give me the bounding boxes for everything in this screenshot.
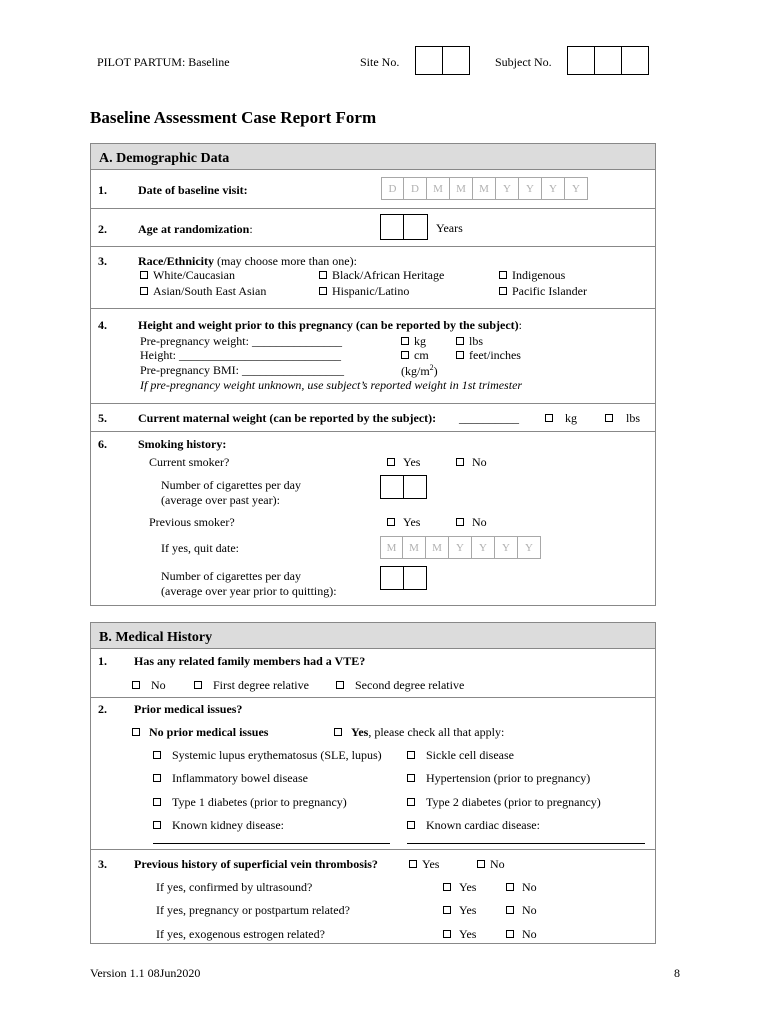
date-box[interactable]: M [380, 536, 403, 559]
checkbox[interactable] [545, 414, 553, 422]
cigarettes-prior-boxes[interactable] [380, 566, 427, 590]
checkbox[interactable] [506, 930, 514, 938]
race-option-label: Pacific Islander [512, 284, 587, 298]
checkbox[interactable] [407, 751, 415, 759]
current-weight-label: Current maternal weight (can be reported by the subject): [138, 411, 437, 425]
checkbox[interactable] [605, 414, 613, 422]
checkbox[interactable] [407, 798, 415, 806]
previous-smoker-no[interactable] [456, 515, 487, 530]
bmi-field[interactable]: Pre-pregnancy BMI: _________________ [140, 363, 344, 377]
date-box[interactable]: Y [518, 536, 541, 559]
estrogen-related-yes[interactable] [443, 927, 476, 942]
kg-label: kg [414, 334, 426, 348]
checkbox[interactable] [132, 681, 140, 689]
checkbox[interactable] [387, 458, 395, 466]
checkbox[interactable] [140, 271, 148, 279]
pregnancy-related-no[interactable] [506, 903, 537, 918]
family-vte-no[interactable] [132, 678, 166, 693]
previous-smoker-yes[interactable] [387, 515, 420, 530]
q6-number: 6. [98, 437, 107, 451]
cigarettes-label-1: Number of cigarettes per day [161, 478, 301, 492]
option-label: First degree relative [213, 678, 309, 692]
checkbox[interactable] [401, 337, 409, 345]
checkbox[interactable] [477, 860, 485, 868]
no-label: No [522, 880, 537, 894]
yes-label: Yes [459, 903, 477, 917]
checkbox[interactable] [153, 798, 161, 806]
lbs-label: lbs [626, 411, 641, 425]
condition-label: Systemic lupus erythematosus (SLE, lupus) [172, 748, 382, 762]
weight-note: If pre-pregnancy weight unknown, use subject’s reported weight in 1st trimester [140, 378, 523, 392]
family-vte-label: Has any related family members had a VTE? [134, 654, 366, 668]
bmi-unit [401, 363, 438, 379]
condition-label: Inflammatory bowel disease [172, 771, 308, 785]
smoking-label: Smoking history: [138, 437, 227, 451]
age-box[interactable] [404, 214, 428, 240]
condition-label: Known kidney disease: [172, 818, 284, 832]
estrogen-related-label: If yes, exogenous estrogen related? [156, 927, 325, 941]
weight-lbs-option[interactable] [456, 334, 483, 349]
no-label: No [522, 903, 537, 917]
date-box[interactable]: M [450, 177, 473, 200]
checkbox[interactable] [443, 883, 451, 891]
ultrasound-no[interactable] [506, 880, 537, 895]
race-option-pacific[interactable] [499, 284, 587, 299]
age-label-colon: : [249, 222, 253, 236]
divider [90, 697, 656, 698]
quit-date-boxes[interactable] [380, 536, 541, 559]
feet-label: feet/inches [469, 348, 521, 362]
option-label: No [151, 678, 166, 692]
subject-no-boxes[interactable] [567, 46, 649, 75]
checkbox[interactable] [334, 728, 342, 736]
checkbox[interactable] [456, 458, 464, 466]
svt-label: Previous history of superficial vein thrombosis? [134, 857, 378, 871]
race-option-label: Hispanic/Latino [332, 284, 410, 298]
age-label [138, 222, 253, 237]
b3-number: 3. [98, 857, 107, 871]
race-option-white[interactable] [140, 268, 235, 283]
checkbox[interactable] [456, 337, 464, 345]
option-label: No prior medical issues [149, 725, 269, 739]
date-box[interactable]: M [427, 177, 450, 200]
no-label: No [522, 927, 537, 941]
cigarettes-prior-label-1: Number of cigarettes per day [161, 569, 301, 583]
no-label: No [472, 455, 487, 469]
option-label-rest: , please check all that apply: [368, 725, 505, 739]
svt-yes[interactable] [409, 857, 439, 872]
divider [90, 308, 656, 309]
condition-label: Hypertension (prior to pregnancy) [426, 771, 591, 785]
pregnancy-related-label: If yes, pregnancy or postpartum related? [156, 903, 350, 917]
yes-label: Yes [403, 455, 421, 469]
form-title: Baseline Assessment Case Report Form [90, 108, 377, 127]
condition-type1-diabetes[interactable] [153, 795, 347, 810]
checkbox[interactable] [443, 930, 451, 938]
yes-prior-issues-option[interactable] [334, 725, 504, 740]
no-label: No [490, 857, 505, 871]
previous-smoker-label: Previous smoker? [149, 515, 235, 529]
version-footer: Version 1.1 08Jun2020 [90, 966, 201, 980]
q3-number: 3. [98, 254, 107, 268]
condition-label: Type 1 diabetes (prior to pregnancy) [172, 795, 347, 809]
baseline-visit-label: Date of baseline visit: [138, 183, 248, 197]
age-boxes[interactable] [380, 214, 428, 240]
condition-label: Type 2 diabetes (prior to pregnancy) [426, 795, 601, 809]
divider [90, 246, 656, 247]
site-no-box[interactable] [443, 46, 470, 75]
study-name: PILOT PARTUM: Baseline [97, 55, 230, 69]
checkbox[interactable] [153, 751, 161, 759]
condition-kidney[interactable] [153, 818, 284, 833]
date-box[interactable]: M [403, 536, 426, 559]
checkbox[interactable] [140, 287, 148, 295]
checkbox[interactable] [456, 351, 464, 359]
cigarettes-prior-box[interactable] [380, 566, 404, 590]
cigarettes-box[interactable] [380, 475, 404, 499]
years-unit: Years [436, 221, 463, 235]
condition-type2-diabetes[interactable] [407, 795, 601, 810]
bmi-unit-text: (kg/m [401, 364, 430, 378]
date-box[interactable]: M [426, 536, 449, 559]
checkbox[interactable] [319, 287, 327, 295]
cigarettes-prior-label-2: (average over year prior to quitting): [161, 584, 337, 598]
cm-label: cm [414, 348, 429, 362]
current-smoker-label: Current smoker? [149, 455, 230, 469]
ultrasound-label: If yes, confirmed by ultrasound? [156, 880, 313, 894]
checkbox[interactable] [443, 906, 451, 914]
date-box[interactable]: Y [496, 177, 519, 200]
cardiac-disease-input-line[interactable] [407, 843, 645, 844]
date-box[interactable]: Y [449, 536, 472, 559]
date-box[interactable]: Y [519, 177, 542, 200]
age-box[interactable] [380, 214, 404, 240]
current-weight-lbs-option[interactable] [605, 411, 640, 426]
date-box[interactable]: D [381, 177, 404, 200]
family-vte-first-degree[interactable] [194, 678, 309, 693]
option-label: Second degree relative [355, 678, 465, 692]
condition-label: Known cardiac disease: [426, 818, 540, 832]
site-no-label: Site No. [360, 55, 400, 69]
checkbox[interactable] [506, 883, 514, 891]
checkbox[interactable] [506, 906, 514, 914]
condition-hypertension[interactable] [407, 771, 590, 786]
ultrasound-yes[interactable] [443, 880, 476, 895]
checkbox[interactable] [153, 821, 161, 829]
age-label-text: Age at randomization [138, 222, 250, 236]
page-number: 8 [674, 966, 680, 980]
date-box[interactable]: Y [565, 177, 588, 200]
no-prior-issues-option[interactable] [132, 725, 268, 740]
condition-sickle-cell[interactable] [407, 748, 514, 763]
race-option-indigenous[interactable] [499, 268, 565, 283]
height-feet-option[interactable] [456, 348, 521, 363]
yes-label: Yes [459, 927, 477, 941]
divider [90, 208, 656, 209]
race-label [138, 254, 357, 269]
checkbox[interactable] [153, 774, 161, 782]
yes-label: Yes [459, 880, 477, 894]
current-smoker-yes[interactable] [387, 455, 420, 470]
date-box[interactable]: D [404, 177, 427, 200]
kg-label: kg [565, 411, 577, 425]
q2-number: 2. [98, 222, 107, 236]
pregnancy-related-yes[interactable] [443, 903, 476, 918]
divider [90, 849, 656, 850]
quit-date-label: If yes, quit date: [161, 541, 239, 555]
subject-no-box[interactable] [622, 46, 649, 75]
checkbox[interactable] [336, 681, 344, 689]
subject-no-box[interactable] [567, 46, 595, 75]
option-label: Yes [351, 725, 369, 739]
bmi-unit-sup: 2 [429, 363, 434, 372]
race-label-text: Race/Ethnicity [138, 254, 214, 268]
checkbox[interactable] [132, 728, 140, 736]
race-note: (may choose more than one): [214, 254, 357, 268]
checkbox[interactable] [499, 271, 507, 279]
race-option-label: Asian/South East Asian [153, 284, 267, 298]
date-box[interactable]: Y [472, 536, 495, 559]
condition-sle[interactable] [153, 748, 382, 763]
subject-no-box[interactable] [595, 46, 622, 75]
weight-kg-option[interactable] [401, 334, 426, 349]
checkbox[interactable] [194, 681, 202, 689]
q4-number: 4. [98, 318, 107, 332]
q5-number: 5. [98, 411, 107, 425]
prior-medical-label: Prior medical issues? [134, 702, 243, 716]
date-box[interactable]: Y [495, 536, 518, 559]
kidney-disease-input-line[interactable] [153, 843, 390, 844]
site-no-boxes[interactable] [415, 46, 470, 75]
divider [90, 403, 656, 404]
checkbox[interactable] [409, 860, 417, 868]
height-weight-label [138, 318, 522, 333]
height-cm-option[interactable] [401, 348, 429, 363]
baseline-visit-date-boxes[interactable] [381, 177, 588, 200]
pre-pregnancy-weight-field[interactable]: Pre-pregnancy weight: _______________ [140, 334, 342, 348]
lbs-label: lbs [469, 334, 484, 348]
site-no-box[interactable] [415, 46, 443, 75]
height-weight-text: Height and weight prior to this pregnancy (can be reported by the subject) [138, 318, 519, 332]
bmi-unit-close: ) [433, 364, 438, 378]
cigarettes-box[interactable] [404, 475, 427, 499]
condition-ibd[interactable] [153, 771, 308, 786]
checkbox[interactable] [401, 351, 409, 359]
date-box[interactable]: Y [542, 177, 565, 200]
race-option-hispanic[interactable] [319, 284, 409, 299]
section-b-heading: B. Medical History [90, 622, 656, 649]
cigarettes-boxes[interactable] [380, 475, 427, 499]
condition-label: Sickle cell disease [426, 748, 514, 762]
divider [90, 431, 656, 432]
yes-label: Yes [403, 515, 421, 529]
cigarettes-prior-box[interactable] [404, 566, 427, 590]
q1-number: 1. [98, 183, 107, 197]
checkbox[interactable] [407, 821, 415, 829]
race-option-label: Black/African Heritage [332, 268, 445, 282]
b2-number: 2. [98, 702, 107, 716]
current-smoker-no[interactable] [456, 455, 487, 470]
current-weight-kg-option[interactable] [545, 411, 577, 426]
race-option-label: White/Caucasian [153, 268, 235, 282]
checkbox[interactable] [387, 518, 395, 526]
section-a-heading: A. Demographic Data [90, 143, 656, 170]
family-vte-second-degree[interactable] [336, 678, 464, 693]
subject-no-label: Subject No. [495, 55, 552, 69]
race-option-label: Indigenous [512, 268, 566, 282]
date-box[interactable]: M [473, 177, 496, 200]
no-label: No [472, 515, 487, 529]
current-weight-field[interactable]: __________ [459, 411, 519, 425]
estrogen-related-no[interactable] [506, 927, 537, 942]
race-option-black[interactable] [319, 268, 444, 283]
height-field[interactable]: Height: ___________________________ [140, 348, 341, 362]
height-weight-colon: : [518, 318, 523, 332]
race-option-asian[interactable] [140, 284, 266, 299]
b1-number: 1. [98, 654, 107, 668]
svt-no[interactable] [477, 857, 505, 872]
yes-label: Yes [422, 857, 440, 871]
checkbox[interactable] [319, 271, 327, 279]
checkbox[interactable] [456, 518, 464, 526]
checkbox[interactable] [499, 287, 507, 295]
condition-cardiac[interactable] [407, 818, 540, 833]
checkbox[interactable] [407, 774, 415, 782]
cigarettes-label-2: (average over past year): [161, 493, 280, 507]
